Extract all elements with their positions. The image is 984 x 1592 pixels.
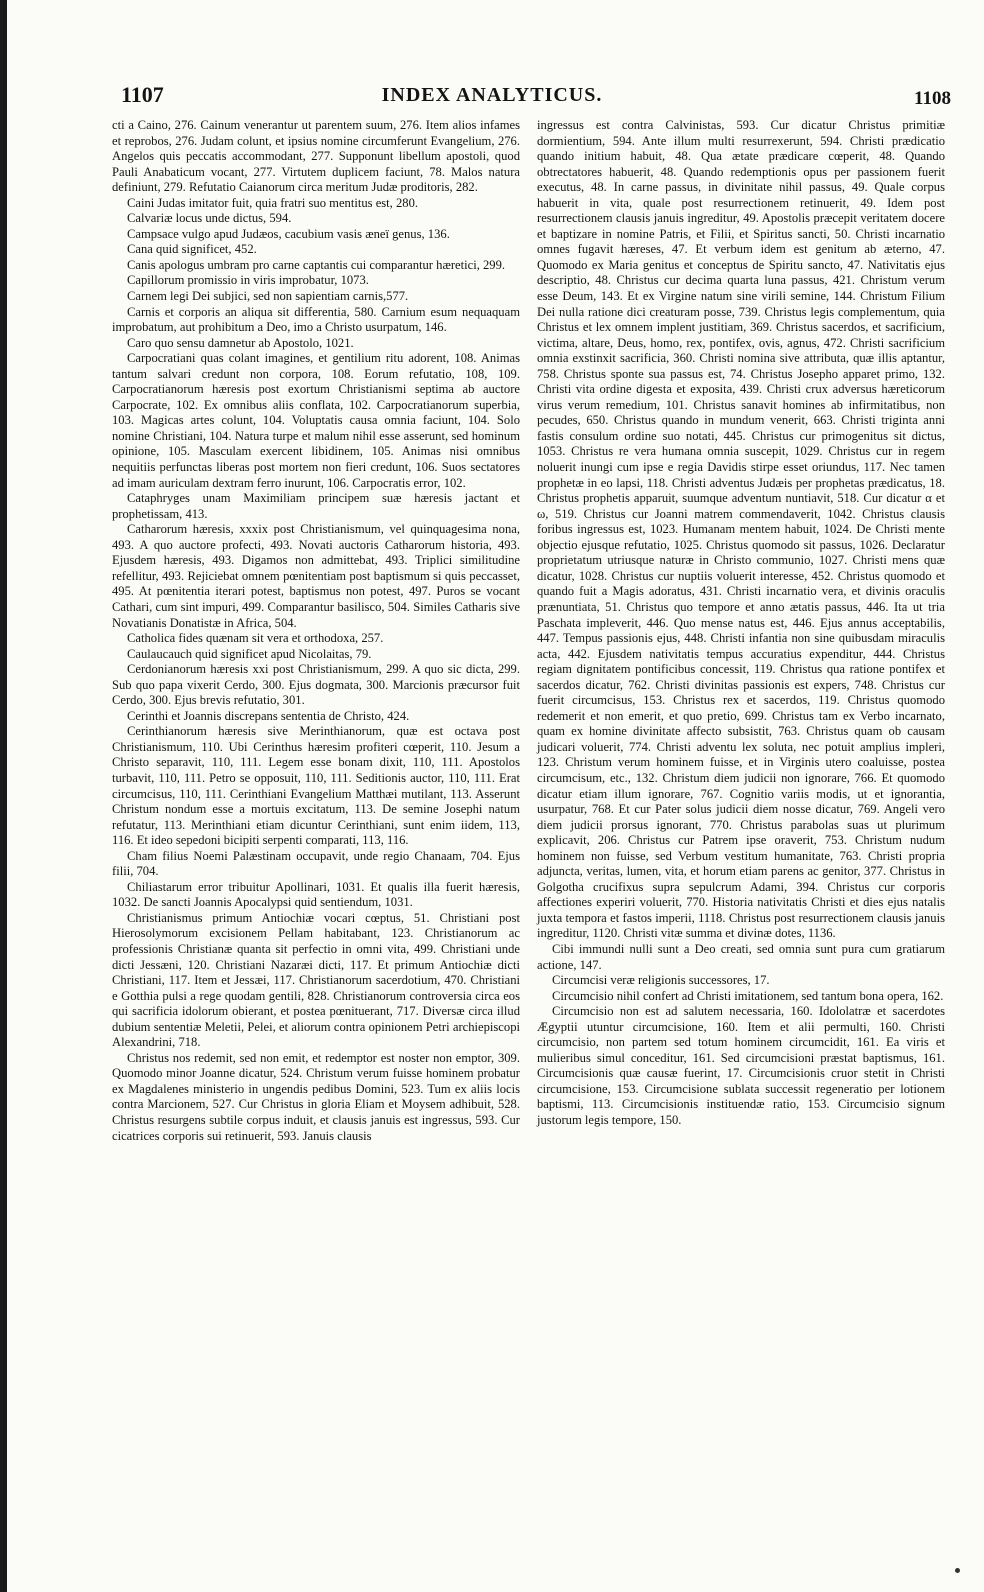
index-entry: Carpocratiani quas colant imagines, et gentilium ritu adorent, 108. Animas tantum salvari credunt non corpora, 108. Eorum refutatio, 108, 109. Carpocratianorum hæresis post exortum Christianismi septima ab auctore Carpocrate, 102. Ex omnibus aliis conflata, 102. Carpocratianorum superbia, 103. Magicas artes colunt, 104. Voluptatis causa omnia faciunt, 104. Solo nomine Christiani, 104. Natura turpe et malum nihil esse asserunt, sed hominum opinione, 105. Masculam exercent libidinem, 105. Animas nisi omnibus nequitiis perfunctas liberas post mortem non fieri credunt, 106. Suos sectatores ad imam auriculam dextram ferro inurunt, 106. Carpocratis error, 102. xyxy=(112,351,520,490)
index-entry: Christianismus primum Antiochiæ vocari cœptus, 51. Christiani post Hierosolymorum excisionem Pellam habitabant, 123. Christianorum ac professionis Christianæ quanta sit perfectio in omni vita, 499. Christiani unde dicti Jessæni, 120. Christiani Nazaræi dicti, 117. Et primum Antiochiæ dicti Christiani, 117. Item et Jessæi, 117. Christianorum sacerdotium, 470. Christiani e Gotthia pulsi a rege quodam gentili, 828. Christianorum controversia circa eos qui sacrificia idolorum obierant, et postea pœnituerant, 717. Diversæ circa illud dubium sententiæ Meletii, Pelei, et aliorum contra opinionem Petri archiepiscopi Alexandrini, 718. xyxy=(112,910,520,1050)
index-entry: Circumcisio nihil confert ad Christi imitationem, sed tantum bona opera, 162. xyxy=(552,988,944,1003)
scan-edge-shadow xyxy=(0,0,7,1592)
index-entry: Christus nos redemit, sed non emit, et redemptor est noster non emptor, 309. Quomodo minor Joanne dicatur, 524. Christum verum fuisse hominem probatur ex Magdalenes ministerio in ungendis pedibus Domini, 523. Tum ex aliis locis contra Marcionem, 527. Cur Christus in gloria Eliam et Moysem adhibuit, 528. Christus resurgens subtile corpus induit, et clausis januis est ingressus, 593. Cur cicatrices corporis sui retinuerit, 593. Januis clausis xyxy=(112,1050,520,1143)
page-number-right: 1108 xyxy=(914,88,951,109)
index-entry: ingressus est contra Calvinistas, 593. Cur dicatur Christus primitiæ dormientium, 594. Ante illum multi resurrexerunt, 594. Christi prædicatio quando initium habuit, 48. Qua ætate prædicare cœperit, 48. Quando obtrectatores habuerit, 48. Quando redemptionis opus per passionem fuerit executus, 48. In carne passus, in divinitate nihil passus, 49. Quale corpus habuerit in vita, quale post resurrectionem retinuerit, 49. Idem post resurrectionem clausis januis ingreditur, 49. Apostolis præcepit veritatem docere et baptizare in nomine Patris, et Filii, et Spiritus sancti, 50. Christi incarnatio omnes fugavit hæreses, 47. Et verbum idem est genitum ab æterno, 47. Quomodo ex Maria genitus et conceptus de Spiritu sancto, 47. Nativitatis ejus descriptio, 48. Christus cur decima quarta luna passus, 421. Christum verum esse Deum, 143. Et ex Virgine natum sine virili semine, 144. Christum Filium Dei nulla ratione dici creaturam posse, 739. Christus legis complementum, quia Christus et lex omnem implent justitiam, 369. Christus sacerdos, et sacrificium, victima, altare, Deus, homo, rex, pontifex, ovis, agnus, 472. Christi sacrificium omnia exstinxit sacrificia, 360. Christi nomina sive attributa, quæ illis aptantur, 758. Christus sponte sua passus est, 74. Christus Josepho apparet primo, 132. Christi vita ordine digesta et exposita, 439. Christi crux adversus hæreticorum virus verum remedium, 101. Christus sanavit homines ab infirmitatibus, non pecudes, 650. Christus quando in mundum venerit, 663. Christi triginta anni fastis consulum ordine suo notati, 445. Christus cur primogenitus sit dictus, 1053. Christus re vera humana omnia suscepit, 1029. Christus cur in regem noluerit inungi cum ipse e regia Davidis stirpe esset oriundus, 117. Nec tamen prophetæ in eo lapsi, 118. Christi adventus Judæis per prophetas prædicatus, 18. Christus prophetis apparuit, suumque adventum nuntiavit, 518. Cur dicatur α et ω, 519. Christus cur Joanni matrem commendaverit, 1042. Christus clausis foribus ingressus est, 1023. Humanam mentem habuit, 1024. De Christi mente objectio ejusque refutatio, 1025. Christus quomodo sit passus, 1026. Declaratur proprietatum utriusque naturæ in Christo communio, 1027. Christi mens quæ dicatur, 1028. Christus cur nuptiis voluerit interesse, 452. Christus quomodo et quando fuit a Magis adoratus, 431. Christi incarnatio vera, et divinis oraculis prænuntiata, 51. Christus quo tempore et anno ætatis passus, 446. Ita ut tria Paschata impleverit, 446. Quo mense natus est, 446. Ejus annus acceptabilis, 447. Tempus passionis ejus, 448. Christi infantia non sine quibusdam miraculis acta, 442. Ejusdem nativitatis tempus accuratius expenditur, 444. Christus regiam dignitatem pontificibus concessit, 119. Christus qua ratione pontifex et sacerdos dicatur, 762. Christi divinitas passionis est expers, 748. Christus cur fuerit circumcisus, 153. Christus rex et sacerdos, 119. Christus quomodo redemerit et non emerit, et quo pretio, 699. Christus tam ex Verbo incarnato, quam ex homine divinitate affecto subsistit, 763. Christus quam ob causam judicari voluerit, 774. Christi adventu lex soluta, nec potuit amplius impleri, 123. Christum verum hominem fuisse, et in Virginis utero coaluisse, postea circumcisum, etc., 132. Christum diem judicii non ignorare, 766. Et quomodo dicatur etiam illum ignorare, 767. Cognitio variis modis, ut et ignorantia, usurpatur, 768. Et cur Pater solus judicii diem nosse dicatur, 769. Angeli vero diem judicii prorsus ignorant, 770. Christus parabolas suas ut plurimum explicavit, 206. Christus cur Patrem ipse oraverit, 753. Christum nudum hominem non fuisse, sed Verbum vestitum humanitate, 763. Christi propria adjuncta, veritas, lumen, vita, et horum etiam parens ac genitor, 377. Christus in Golgotha crucifixus supra sepulcrum Adami, 394. Christus cur corporis affectiones experiri voluerit, 770. Historia nativitatis Christi et dies ejus natalis juxta tempora et fastos imperii, 1118. Christus post resurrectionem clausis januis ingreditur, 1120. Christi vitæ summa et divinæ dotes, 1136. xyxy=(537,118,945,941)
page-header xyxy=(0,82,984,112)
index-entry: Cerinthianorum hæresis sive Merinthianorum, quæ est octava post Christianismum, 110. Ubi Cerinthus hæresim profiteri cœperit, 110. Jesum a Christo separavit, 110, 111. Legem esse bonam dixit, 110, 111. Apostolos turbavit, 110, 111. Petro se opposuit, 110, 111. Seditionis auctor, 110, 111. Erat circumcisus, 110, 111. Cerinthiani Evangelium Matthæi mutilant, 113. Asserunt Christum nondum esse a mortuis excitatum, 113. De semine Josephi natum refutatur, 113. Merinthiani etiam dicuntur Cerinthiani, sunt enim iidem, 113, 116. Et ideo sepedoni bicipiti serpenti comparati, 113, 116. xyxy=(112,724,520,848)
index-entry: cti a Caino, 276. Cainum venerantur ut parentem suum, 276. Item alios infames et reprobos, 276. Judam colunt, et ipsius nomine circumferunt Evangelium, 276. Angelos quis peccatis accommodant, 277. Supponunt libellum apostoli, quod Pauli Anabaticum vocant, 277. Virtutem duplicem faciunt, 78. Malos natura definiunt, 279. Refutatio Caianorum circa meritum Judæ proditoris, 282. xyxy=(112,118,520,195)
index-entry: Caulaucauch quid significet apud Nicolaitas, 79. xyxy=(127,646,372,661)
index-entry: Cerinthi et Joannis discrepans sententia de Christo, 424. xyxy=(127,708,410,723)
index-entry: Catholica fides quænam sit vera et orthodoxa, 257. xyxy=(127,631,384,646)
index-entry: Caini Judas imitator fuit, quia fratri suo mentitus est, 280. xyxy=(127,195,419,210)
right-column xyxy=(537,118,945,1129)
index-entry: Chiliastarum error tribuitur Apollinari, 1031. Et qualis illa fuerit hæresis, 1032. De sancti Joannis Apocalypsi quid sentiendum, 1031. xyxy=(112,879,520,910)
left-column xyxy=(112,118,520,1144)
index-entry: Campsace vulgo apud Judæos, cacubium vasis æneï genus, 136. xyxy=(127,226,450,241)
scan-speck xyxy=(955,1568,960,1573)
index-entry: Cana quid significet, 452. xyxy=(127,242,257,257)
index-entry: Carnis et corporis an aliqua sit differentia, 580. Carnium esum nequaquam improbatum, aut prohibitum a Deo, imo a Christo usurpatum, 146. xyxy=(112,304,520,335)
index-entry: Cataphryges unam Maximiliam principem suæ hæresis jactant et prophetissam, 413. xyxy=(112,491,520,521)
index-entry: Catharorum hæresis, xxxix post Christianismum, vel quinquagesima nona, 493. A quo auctore profecti, 493. Novati auctoris Catharorum historia, 493. Ejusdem hæresis, 493. Digamos non admittebat, 493. Triplici similitudine refellitur, 493. Rejiciebat omnem pœnitentiam post baptismum si quis peccasset, 495. At pœnitentia iterari potest, baptismus non potest, 497. Puros se vocant Cathari, cum sint impuri, 499. Comparantur basilisco, 504. Similes Catharis sive Novatianis Donatistæ in Africa, 504. xyxy=(112,522,520,630)
index-entry: Carnem legi Dei subjici, sed non sapientiam carnis,577. xyxy=(127,289,409,304)
index-entry: Circumcisi veræ religionis successores, 17. xyxy=(552,973,770,988)
index-entry: Circumcisio non est ad salutem necessaria, 160. Idololatræ et sacerdotes Ægyptii utuntur circumcisione, 160. Item et alii permulti, 160. Christi circumcisio, non partem sed totum hominem circumcidit, 161. Ea viris et mulieribus simul conceditur, 161. Sed circumcisioni præstat baptismus, 161. Circumcisionis quæ causæ fuerint, 17. Circumcisionis cruor stetit in Christi circumcisione, 153. Circumcisione sublata successit regeneratio per lotionem baptismi, 113. Circumcisionis instituendæ ratio, 153. Circumcisio signum justorum legis tempore, 150. xyxy=(537,1004,945,1127)
index-entry: Cerdonianorum hæresis xxi post Christianismum, 299. A quo sic dicta, 299. Sub quo papa vixerit Cerdo, 300. Ejus dogmata, 300. Marcionis præcursor fuit Cerdo, 300. Ejus brevis refutatio, 301. xyxy=(112,662,520,708)
index-entry: Calvariæ locus unde dictus, 594. xyxy=(127,211,292,226)
index-entry: Capillorum promissio in viris improbatur, 1073. xyxy=(127,273,369,288)
page-number-left: 1107 xyxy=(121,82,164,107)
page-title: INDEX ANALYTICUS. xyxy=(381,84,603,106)
index-entry: Cibi immundi nulli sunt a Deo creati, sed omnia sunt pura cum gratiarum actione, 147. xyxy=(537,941,945,972)
index-entry: Canis apologus umbram pro carne captantis cui comparantur hæretici, 299. xyxy=(127,257,506,272)
index-entry: Caro quo sensu damnetur ab Apostolo, 1021. xyxy=(127,335,354,350)
index-entry: Cham filius Noemi Palæstinam occupavit, unde regio Chanaam, 704. Ejus filii, 704. xyxy=(112,848,520,879)
